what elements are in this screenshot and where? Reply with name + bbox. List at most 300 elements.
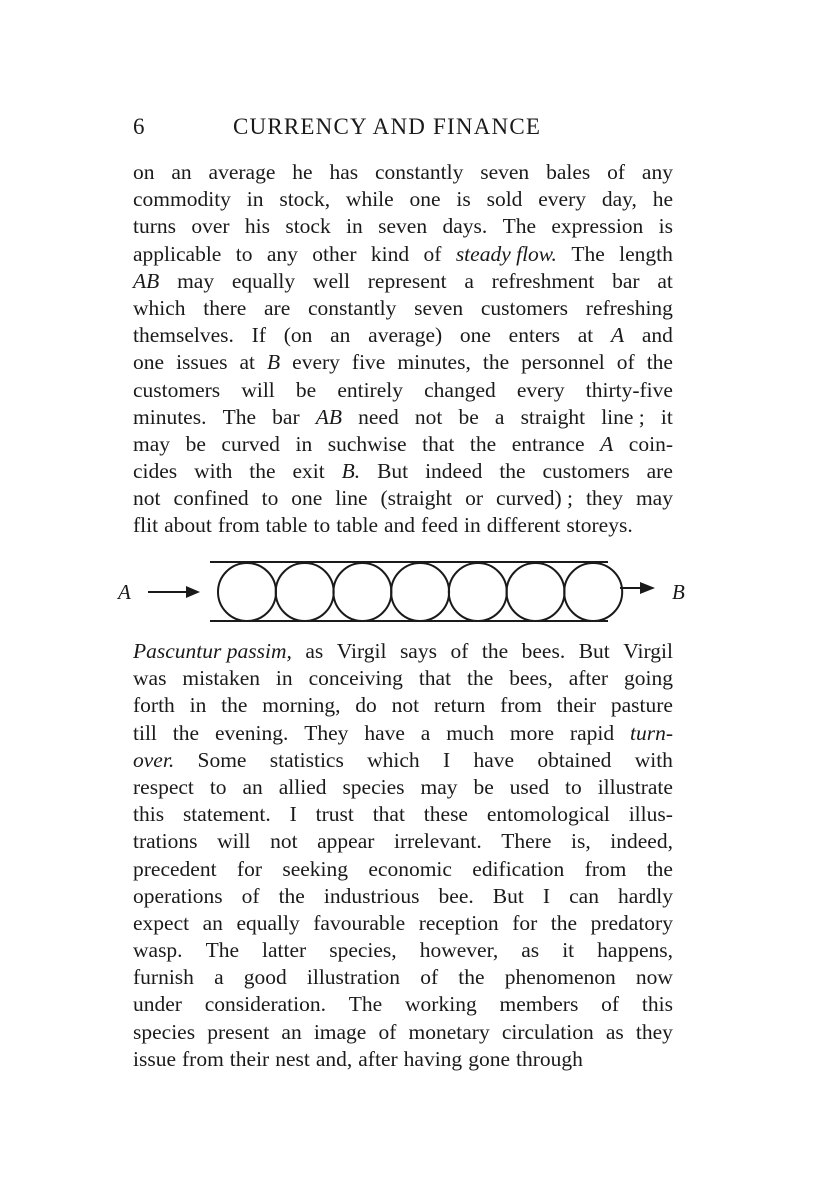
word: an bbox=[242, 774, 263, 799]
word: hardly bbox=[618, 883, 673, 908]
word: applicable bbox=[133, 241, 222, 266]
word: from bbox=[500, 693, 542, 718]
text-line bbox=[133, 692, 673, 719]
word: days. bbox=[442, 214, 488, 239]
word: I bbox=[442, 747, 451, 772]
word: personnel bbox=[521, 350, 605, 375]
word: return bbox=[433, 693, 486, 718]
word: bar bbox=[612, 268, 640, 293]
word: having bbox=[403, 1046, 463, 1071]
word: more bbox=[509, 720, 555, 745]
word: one bbox=[133, 350, 165, 375]
word: a bbox=[214, 965, 224, 990]
customer-circle bbox=[333, 563, 391, 621]
text-line bbox=[133, 186, 673, 213]
word: it bbox=[562, 938, 575, 963]
word: a bbox=[494, 404, 505, 429]
word: The bbox=[571, 241, 605, 266]
text-line bbox=[133, 377, 673, 404]
word: from bbox=[217, 513, 260, 538]
word: feed bbox=[421, 513, 459, 538]
word: he bbox=[652, 187, 673, 212]
word: and bbox=[641, 323, 673, 348]
word: these bbox=[423, 802, 468, 827]
word: Virgil bbox=[336, 639, 387, 663]
customer-circle bbox=[391, 563, 449, 621]
word: B. bbox=[341, 459, 361, 484]
word: to bbox=[261, 486, 279, 511]
word: may bbox=[635, 486, 673, 511]
word: issue bbox=[133, 1046, 176, 1071]
word: changed bbox=[424, 377, 496, 402]
word: rapid bbox=[569, 720, 615, 745]
word: favourable bbox=[313, 910, 406, 935]
paragraph-2 bbox=[133, 638, 673, 1073]
word: But bbox=[578, 639, 610, 663]
word: issues bbox=[176, 350, 228, 375]
word: do bbox=[355, 693, 377, 718]
word: after bbox=[358, 1046, 398, 1071]
word: indeed bbox=[425, 459, 483, 484]
word: in bbox=[246, 187, 264, 212]
word: irrelevant. bbox=[393, 829, 482, 854]
word: in bbox=[275, 666, 293, 691]
word: illustration bbox=[306, 965, 401, 990]
word: equally bbox=[236, 910, 300, 935]
word: They bbox=[304, 720, 349, 745]
word: constantly bbox=[308, 295, 397, 320]
word: stock bbox=[285, 214, 331, 239]
word: a bbox=[464, 268, 474, 293]
arrow-out-head bbox=[640, 582, 655, 594]
word: The bbox=[348, 992, 383, 1017]
word: table bbox=[336, 513, 378, 538]
word: appear bbox=[317, 829, 375, 854]
word: customers bbox=[542, 459, 630, 484]
word: species bbox=[133, 1019, 196, 1044]
text-line bbox=[133, 991, 673, 1018]
text-line bbox=[133, 964, 673, 991]
word: industrious bbox=[323, 883, 420, 908]
word: line bbox=[335, 486, 368, 511]
word: of bbox=[616, 350, 635, 375]
word: of bbox=[420, 965, 439, 990]
word: is bbox=[658, 214, 673, 239]
word: good bbox=[243, 965, 287, 990]
word: equally bbox=[231, 268, 296, 293]
word: is, bbox=[571, 829, 591, 854]
word: need bbox=[358, 404, 399, 429]
word: he bbox=[292, 160, 313, 184]
word: can bbox=[569, 883, 599, 908]
label-b: B bbox=[672, 580, 685, 604]
word: turns bbox=[133, 214, 176, 239]
word: The bbox=[222, 404, 257, 429]
word: gone bbox=[468, 1046, 510, 1071]
word: in bbox=[346, 214, 363, 239]
word: thirty-five bbox=[585, 377, 673, 402]
word: seven bbox=[378, 214, 428, 239]
word: length bbox=[619, 241, 673, 266]
steady-flow-diagram bbox=[110, 555, 710, 625]
word: on bbox=[133, 160, 155, 184]
word: seven bbox=[414, 295, 464, 320]
word: may bbox=[420, 774, 458, 799]
word: be bbox=[185, 431, 206, 456]
word: average) bbox=[368, 323, 443, 348]
word: customers bbox=[133, 377, 221, 402]
word: the bbox=[278, 883, 305, 908]
word: or bbox=[465, 486, 484, 511]
word: obtained bbox=[537, 747, 612, 772]
word: are bbox=[646, 459, 673, 484]
word: entirely bbox=[337, 377, 403, 402]
word: Pascuntur passim, bbox=[133, 639, 292, 663]
word: nest bbox=[275, 1046, 310, 1071]
word: expression bbox=[551, 214, 644, 239]
word: of bbox=[378, 1019, 397, 1044]
customer-circles bbox=[218, 563, 622, 621]
word: bees. bbox=[521, 639, 566, 663]
running-title: CURRENCY AND FINANCE bbox=[233, 114, 542, 139]
word: cides bbox=[133, 459, 178, 484]
word: stock, bbox=[279, 187, 331, 212]
word: at bbox=[577, 323, 594, 348]
word: the bbox=[249, 459, 276, 484]
word: to bbox=[313, 513, 331, 538]
word: refreshment bbox=[491, 268, 595, 293]
word: There bbox=[501, 829, 552, 854]
word: any bbox=[641, 160, 673, 184]
word: over bbox=[191, 214, 230, 239]
word: have bbox=[364, 720, 405, 745]
word: themselves. bbox=[133, 323, 234, 348]
word: kind bbox=[370, 241, 410, 266]
word: from bbox=[584, 856, 627, 881]
word: at bbox=[657, 268, 673, 293]
word: for bbox=[236, 856, 262, 881]
text-line bbox=[133, 349, 673, 376]
text-line bbox=[133, 828, 673, 855]
text-line bbox=[133, 910, 673, 937]
word: exit bbox=[292, 459, 325, 484]
word: about bbox=[164, 513, 212, 538]
word: while bbox=[345, 187, 394, 212]
word: says bbox=[399, 639, 437, 663]
word: to bbox=[235, 241, 253, 266]
word: confined bbox=[173, 486, 249, 511]
word: every bbox=[516, 377, 565, 402]
word: respect bbox=[133, 774, 194, 799]
word: average bbox=[208, 160, 276, 184]
word: under bbox=[133, 992, 182, 1017]
word: seeking bbox=[282, 856, 349, 881]
word: there bbox=[203, 295, 247, 320]
word: I bbox=[542, 883, 551, 908]
word: If bbox=[251, 323, 266, 348]
word: the bbox=[221, 693, 248, 718]
text-line bbox=[133, 1046, 673, 1073]
word: storeys. bbox=[566, 513, 633, 538]
customer-circle bbox=[564, 563, 622, 621]
word: happens, bbox=[597, 938, 673, 963]
word: line ; bbox=[601, 404, 645, 429]
word: bales bbox=[546, 160, 591, 184]
text-line bbox=[133, 322, 673, 349]
word: not bbox=[414, 404, 443, 429]
word: the bbox=[482, 350, 510, 375]
word: edification bbox=[472, 856, 565, 881]
word: But bbox=[377, 459, 409, 484]
word: well bbox=[312, 268, 350, 293]
word: A bbox=[611, 323, 625, 348]
word: The bbox=[205, 938, 240, 963]
word: sold bbox=[486, 187, 523, 212]
text-line bbox=[133, 801, 673, 828]
word: (on bbox=[283, 323, 313, 348]
word: in bbox=[464, 513, 481, 538]
word: however, bbox=[419, 938, 499, 963]
word: till bbox=[133, 720, 157, 745]
word: predatory bbox=[590, 910, 673, 935]
word: indeed, bbox=[610, 829, 673, 854]
word: to bbox=[565, 774, 582, 799]
word: the bbox=[469, 431, 497, 456]
word: after bbox=[568, 666, 609, 691]
word: curved) ; bbox=[495, 486, 573, 511]
word: But bbox=[492, 883, 524, 908]
word: monetary bbox=[408, 1019, 490, 1044]
arrow-in-head bbox=[186, 586, 200, 598]
text-line bbox=[133, 213, 673, 240]
word: A bbox=[600, 431, 614, 456]
word: curved bbox=[221, 431, 280, 456]
word: a bbox=[420, 720, 431, 745]
text-line bbox=[133, 159, 673, 186]
word: the bbox=[466, 666, 494, 691]
word: table bbox=[265, 513, 308, 538]
word: day, bbox=[601, 187, 637, 212]
customer-circle bbox=[449, 563, 507, 621]
word: with bbox=[194, 459, 233, 484]
word: be bbox=[458, 404, 479, 429]
word: illus- bbox=[628, 802, 673, 827]
word: as bbox=[521, 938, 540, 963]
word: AB bbox=[133, 268, 160, 293]
word: refreshing bbox=[585, 295, 673, 320]
word: this bbox=[133, 802, 165, 827]
word: much bbox=[446, 720, 494, 745]
word: trations bbox=[133, 829, 198, 854]
word: evening. bbox=[214, 720, 289, 745]
word: as bbox=[305, 639, 324, 663]
word: of bbox=[607, 160, 626, 184]
word: conceiving bbox=[308, 666, 403, 691]
word: the bbox=[458, 965, 485, 990]
word: they bbox=[635, 1019, 673, 1044]
word: B bbox=[267, 350, 281, 375]
word: image bbox=[313, 1019, 367, 1044]
word: suchwise bbox=[327, 431, 407, 456]
text-line bbox=[133, 512, 673, 539]
word: one bbox=[459, 323, 491, 348]
word: straight bbox=[520, 404, 586, 429]
word: not bbox=[391, 693, 420, 718]
word: the bbox=[550, 910, 578, 935]
word: from bbox=[182, 1046, 224, 1071]
word: which bbox=[367, 747, 420, 772]
word: different bbox=[486, 513, 561, 538]
word: constantly bbox=[374, 160, 464, 184]
word: may bbox=[177, 268, 215, 293]
word: pasture bbox=[610, 693, 673, 718]
word: present bbox=[207, 1019, 270, 1044]
word: statistics bbox=[269, 747, 344, 772]
word: (straight bbox=[380, 486, 453, 511]
text-line bbox=[133, 241, 673, 268]
word: was bbox=[133, 666, 167, 691]
text-line bbox=[133, 747, 673, 774]
text-line bbox=[133, 774, 673, 801]
word: precedent bbox=[133, 856, 217, 881]
text-line bbox=[133, 665, 673, 692]
word: every bbox=[538, 187, 586, 212]
word: five bbox=[351, 350, 386, 375]
word: one bbox=[409, 187, 441, 212]
text-line bbox=[133, 458, 673, 485]
word: of bbox=[450, 639, 469, 663]
word: the bbox=[646, 350, 673, 375]
word: mistaken bbox=[182, 666, 260, 691]
word: morning, bbox=[262, 693, 341, 718]
word: customers bbox=[480, 295, 569, 320]
word: consideration. bbox=[204, 992, 326, 1017]
customer-circle bbox=[276, 563, 334, 621]
word: and bbox=[384, 513, 416, 538]
word: will bbox=[241, 377, 275, 402]
word: to bbox=[209, 774, 227, 799]
word: an bbox=[281, 1019, 302, 1044]
text-line bbox=[133, 638, 673, 665]
word: their bbox=[556, 693, 597, 718]
word: trust bbox=[315, 802, 354, 827]
word: reception bbox=[418, 910, 499, 935]
word: circulation bbox=[501, 1019, 594, 1044]
word: this bbox=[641, 992, 673, 1017]
word: commodity bbox=[133, 187, 231, 212]
word: an bbox=[171, 160, 192, 184]
word: bar bbox=[272, 404, 300, 429]
text-line bbox=[133, 856, 673, 883]
word: that bbox=[372, 802, 405, 827]
word: as bbox=[605, 1019, 624, 1044]
word: going bbox=[624, 666, 673, 691]
word: not bbox=[270, 829, 298, 854]
word: latter bbox=[262, 938, 307, 963]
word: other bbox=[312, 241, 357, 266]
word: the bbox=[499, 459, 526, 484]
text-line bbox=[133, 431, 673, 458]
word: have bbox=[473, 747, 515, 772]
customer-circle bbox=[218, 563, 276, 621]
text-line bbox=[133, 404, 673, 431]
word: minutes, bbox=[397, 350, 471, 375]
word: furnish bbox=[133, 965, 194, 990]
word: that bbox=[418, 666, 452, 691]
word: flit bbox=[133, 513, 159, 538]
word: of bbox=[241, 883, 260, 908]
word: their bbox=[229, 1046, 270, 1071]
word: at bbox=[239, 350, 255, 375]
word: the bbox=[646, 856, 673, 881]
page-number: 6 bbox=[133, 114, 146, 139]
word: the bbox=[172, 720, 200, 745]
word: an bbox=[330, 323, 351, 348]
word: and, bbox=[315, 1046, 353, 1071]
word: are bbox=[264, 295, 291, 320]
word: of bbox=[423, 241, 442, 266]
word: enters bbox=[508, 323, 561, 348]
word: that bbox=[422, 431, 455, 456]
word: economic bbox=[368, 856, 452, 881]
text-line bbox=[133, 937, 673, 964]
word: allied bbox=[278, 774, 327, 799]
word: statement. bbox=[182, 802, 271, 827]
customer-circle bbox=[507, 563, 565, 621]
word: working bbox=[405, 992, 477, 1017]
word: every bbox=[292, 350, 340, 375]
word: not bbox=[133, 486, 161, 511]
word: steady flow. bbox=[455, 241, 557, 266]
word: phenomenon bbox=[504, 965, 616, 990]
word: in bbox=[295, 431, 313, 456]
word: is bbox=[456, 187, 471, 212]
word: seven bbox=[480, 160, 530, 184]
text-line bbox=[133, 268, 673, 295]
word: through bbox=[515, 1046, 583, 1071]
word: will bbox=[217, 829, 251, 854]
word: Some bbox=[197, 747, 247, 772]
word: may bbox=[133, 431, 171, 456]
word: be bbox=[295, 377, 317, 402]
word: operations bbox=[133, 883, 223, 908]
paragraph-1 bbox=[133, 159, 673, 540]
word: AB bbox=[315, 404, 343, 429]
text-line bbox=[133, 883, 673, 910]
text-line bbox=[133, 295, 673, 322]
word: Virgil bbox=[623, 639, 673, 663]
text-line bbox=[133, 485, 673, 512]
word: species, bbox=[329, 938, 397, 963]
word: with bbox=[634, 747, 673, 772]
word: one bbox=[291, 486, 323, 511]
word: expect bbox=[133, 910, 190, 935]
word: bee. bbox=[438, 883, 474, 908]
running-header bbox=[133, 110, 678, 150]
word: the bbox=[481, 639, 509, 663]
word: they bbox=[585, 486, 623, 511]
word: turn- bbox=[629, 720, 673, 745]
word: for bbox=[512, 910, 538, 935]
flow-diagram-svg bbox=[110, 555, 710, 625]
word: illustrate bbox=[597, 774, 673, 799]
word: now bbox=[635, 965, 673, 990]
word: which bbox=[133, 295, 186, 320]
word: entomological bbox=[486, 802, 610, 827]
word: The bbox=[502, 214, 537, 239]
word: over. bbox=[133, 747, 175, 772]
text-line bbox=[133, 720, 673, 747]
